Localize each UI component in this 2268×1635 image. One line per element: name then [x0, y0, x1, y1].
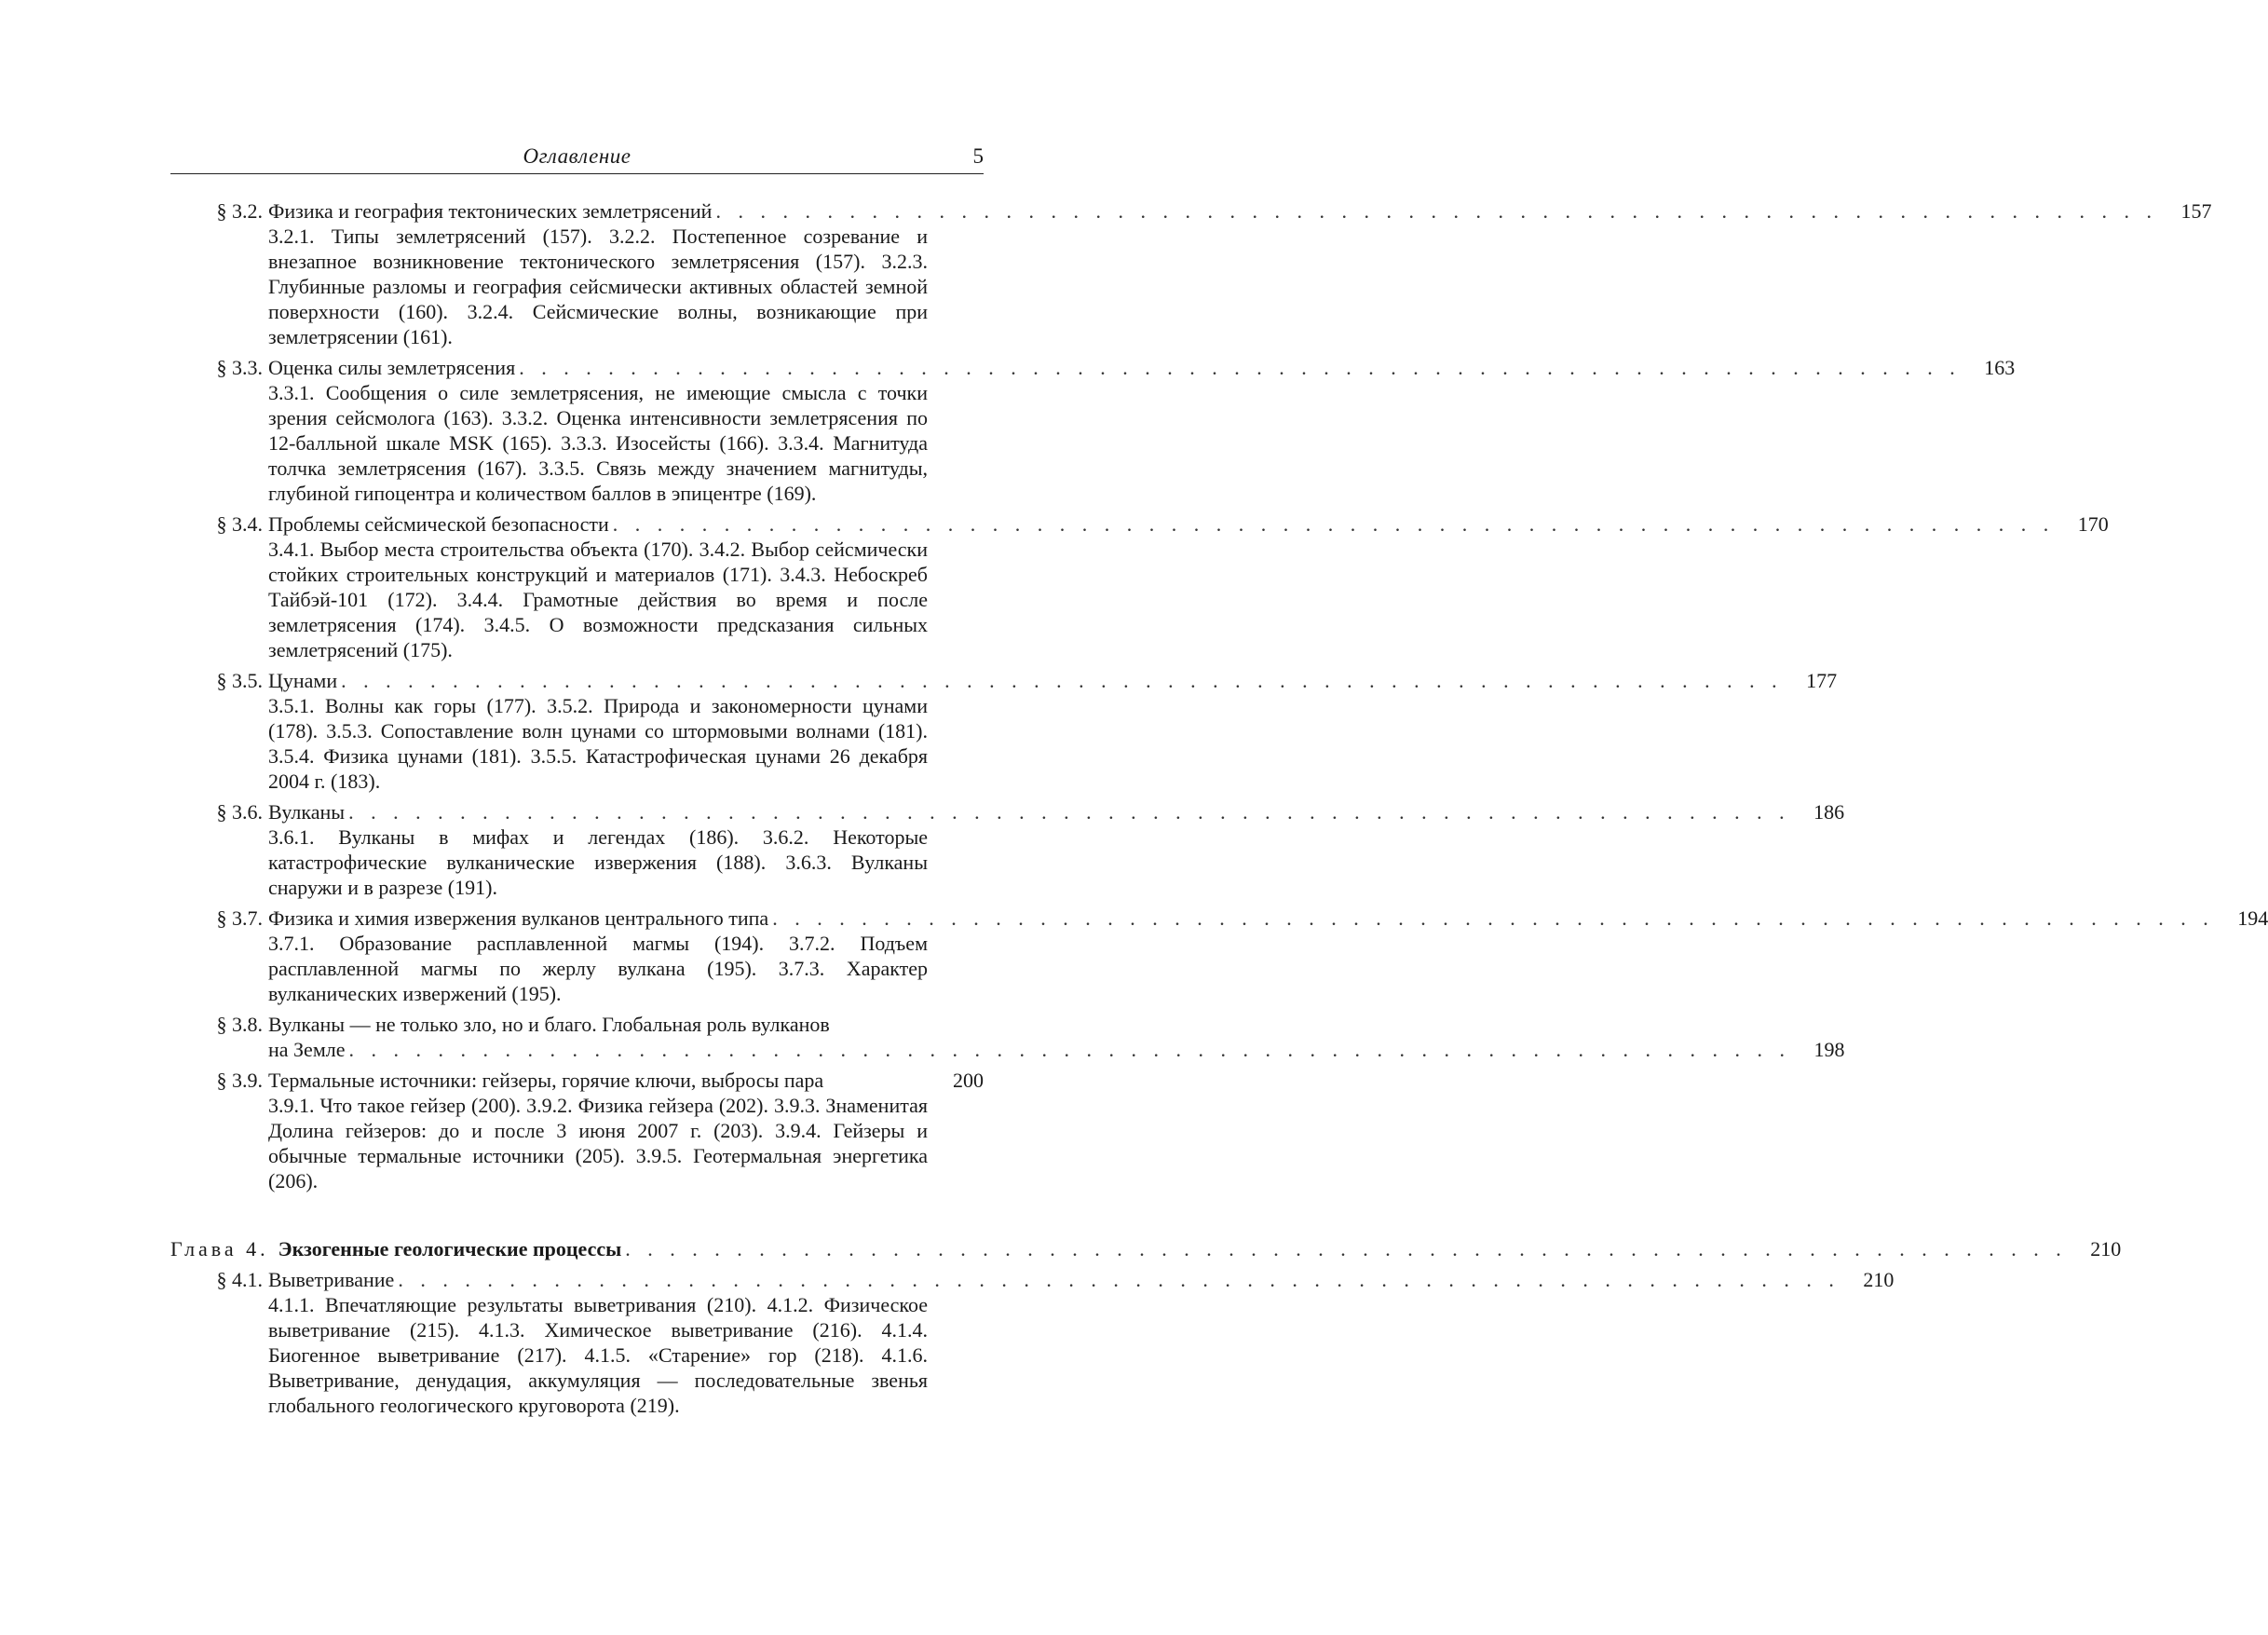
section-description: 3.4.1. Выбор места строительства объекта (170). 3.4.2. Выбор сейсмически стойких строительных конструкций и материалов (171). 3.4.3. Небоскреб Тайбэй-101 (172). 3.4.4. Грамотные действия во время и после землетрясения (174). 3.4.5. О возможности предсказания сильных землетрясений (175). [268, 538, 928, 661]
running-head [170, 140, 984, 174]
dot-leader: . . . . . . . . . . . . . . . . . . . . . . . . . . . . . . . . . . . . . . . . . . . . . . . . . . . . . . . . . . . . . . . . . [341, 669, 1784, 692]
dot-leader: . . . . . . . . . . . . . . . . . . . . . . . . . . . . . . . . . . . . . . . . . . . . . . . . . . . . . . . . . . . . . . . . . [612, 512, 2055, 536]
section-title[interactable]: Вулканы [268, 799, 348, 824]
dot-leader: . . . . . . . . . . . . . . . . . . . . . . . . . . . . . . . . . . . . . . . . . . . . . . . . . . . . . . . . . . . . . . . . . [348, 800, 1791, 824]
chapter-title[interactable]: Экзогенные геологические процессы [278, 1237, 622, 1260]
toc-chapter-4 [170, 1236, 2122, 1261]
section-title[interactable]: Оценка силы землетрясения [268, 355, 519, 380]
running-head-title: Оглавление [523, 144, 632, 168]
toc-entry-4-1 [170, 1267, 1895, 1418]
dot-leader: . . . . . . . . . . . . . . . . . . . . . . . . . . . . . . . . . . . . . . . . . . . . . . . . . . . . . . . . . . . . . . . . . [398, 1268, 1840, 1291]
section-number: § 4.1. [216, 1268, 263, 1291]
section-description: 3.3.1. Сообщения о силе землетрясения, не имеющие смысла с точки зрения сейсмолога (163). 3.3.2. Оценка интенсивности землетрясения по 12-балльной шкале MSK (165). 3.3.3. Изосейсты (166). 3.3.4. Магнитуда толчка землетрясения (167). 3.3.5. Связь между значением магнитуды, глубиной гипоцентра и количеством баллов в эпицентре (169). [268, 381, 928, 505]
section-description: 3.9.1. Что такое гейзер (200). 3.9.2. Физика гейзера (202). 3.9.3. Знаменитая Долина гейзеров: до и после 3 июня 2007 г. (203). 3.9.4. Гейзеры и обычные термальные источники (205). 3.9.5. Геотермальная энергетика (206). [268, 1094, 928, 1192]
section-number: § 3.9. [216, 1069, 263, 1092]
section-title[interactable]: Проблемы сейсмической безопасности [268, 511, 613, 537]
section-description: 3.6.1. Вулканы в мифах и легендах (186). 3.6.2. Некоторые катастрофические вулканические извержения (188). 3.6.3. Вулканы снаружи и в разрезе (191). [268, 825, 928, 899]
section-page[interactable]: 210 [1863, 1268, 1895, 1291]
section-number: § 3.3. [216, 356, 263, 379]
section-title[interactable]: Вулканы — не только зло, но и благо. Глобальная роль вулканов [268, 1013, 830, 1036]
toc-entry-3-9 [170, 1068, 984, 1193]
section-page[interactable]: 194 [2237, 906, 2268, 930]
toc-entry-3-2 [170, 198, 2212, 349]
chapter-label: Глава 4. [170, 1237, 269, 1260]
dot-leader: . . . . . . . . . . . . . . . . . . . . . . . . . . . . . . . . . . . . . . . . . . . . . . . . . . . . . . . . . . . . . . . . . [715, 199, 2158, 223]
section-page[interactable]: 177 [1806, 669, 1838, 692]
section-title[interactable]: Термальные источники: гейзеры, горячие ключи, выбросы пара [268, 1068, 946, 1093]
section-description: 4.1.1. Впечатляющие результаты выветривания (210). 4.1.2. Физическое выветривание (215). 4.1.3. Химическое выветривание (216). 4.1.4. Биогенное выветривание (217). 4.1.5. «Старение» гор (218). 4.1.6. Выветривание, денудация, аккумуляция — последовательные звенья глобального геологического круговорота (219). [268, 1293, 928, 1417]
section-number: § 3.7. [216, 906, 263, 930]
dot-leader: . . . . . . . . . . . . . . . . . . . . . . . . . . . . . . . . . . . . . . . . . . . . . . . . . . . . . . . . . . . . . . . . . [625, 1237, 2068, 1260]
section-page[interactable]: 170 [2077, 512, 2109, 536]
section-title[interactable]: Выветривание [268, 1267, 398, 1292]
section-title-continued[interactable]: на Земле [268, 1038, 346, 1061]
section-page[interactable]: 200 [953, 1069, 984, 1092]
chapter-page[interactable]: 210 [2090, 1237, 2122, 1260]
section-page[interactable]: 186 [1813, 800, 1845, 824]
section-title[interactable]: Физика и география тектонических землетрясений [268, 198, 715, 224]
table-of-contents [170, 198, 2268, 1424]
toc-entry-3-7 [170, 906, 2268, 1006]
section-title[interactable]: Цунами [268, 668, 341, 693]
dot-leader: . . . . . . . . . . . . . . . . . . . . . . . . . . . . . . . . . . . . . . . . . . . . . . . . . . . . . . . . . . . . . . . . . [772, 906, 2215, 930]
section-description: 3.7.1. Образование расплавленной магмы (194). 3.7.2. Подъем расплавленной магмы по жерлу вулкана (195). 3.7.3. Характер вулканических извержений (195). [268, 932, 928, 1005]
dot-leader: . . . . . . . . . . . . . . . . . . . . . . . . . . . . . . . . . . . . . . . . . . . . . . . . . . . . . . . . . . . . . . . . . [519, 356, 1962, 379]
section-description: 3.2.1. Типы землетрясений (157). 3.2.2. Постепенное созревание и внезапное возникновение тектонического землетрясения (157). 3.2.3. Глубинные разломы и география сейсмически активных областей земной поверхности (160). 3.2.4. Сейсмические волны, возникающие при землетрясении (161). [268, 225, 928, 348]
section-description: 3.5.1. Волны как горы (177). 3.5.2. Природа и закономерности цунами (178). 3.5.3. Сопоставление волн цунами со штормовыми волнами (181). 3.5.4. Физика цунами (181). 3.5.5. Катастрофическая цунами 26 декабря 2004 г. (183). [268, 694, 928, 793]
toc-entry-3-5 [170, 668, 1838, 794]
section-page[interactable]: 198 [1813, 1038, 1845, 1061]
section-number: § 3.6. [216, 800, 263, 824]
page-number: 5 [972, 144, 984, 168]
dot-leader: . . . . . . . . . . . . . . . . . . . . . . . . . . . . . . . . . . . . . . . . . . . . . . . . . . . . . . . . . . . . . . . . . [348, 1038, 1791, 1061]
section-number: § 3.2. [216, 199, 263, 223]
section-title[interactable]: Физика и химия извержения вулканов центрального типа [268, 906, 772, 931]
toc-entry-3-4 [170, 511, 2109, 662]
toc-entry-3-3 [170, 355, 2016, 506]
toc-entry-3-8 [170, 1012, 1845, 1062]
section-number: § 3.5. [216, 669, 263, 692]
section-page[interactable]: 163 [1984, 356, 2016, 379]
toc-entry-3-6 [170, 799, 1845, 900]
section-page[interactable]: 157 [2180, 199, 2212, 223]
section-number: § 3.4. [216, 512, 263, 536]
section-number: § 3.8. [216, 1013, 263, 1036]
